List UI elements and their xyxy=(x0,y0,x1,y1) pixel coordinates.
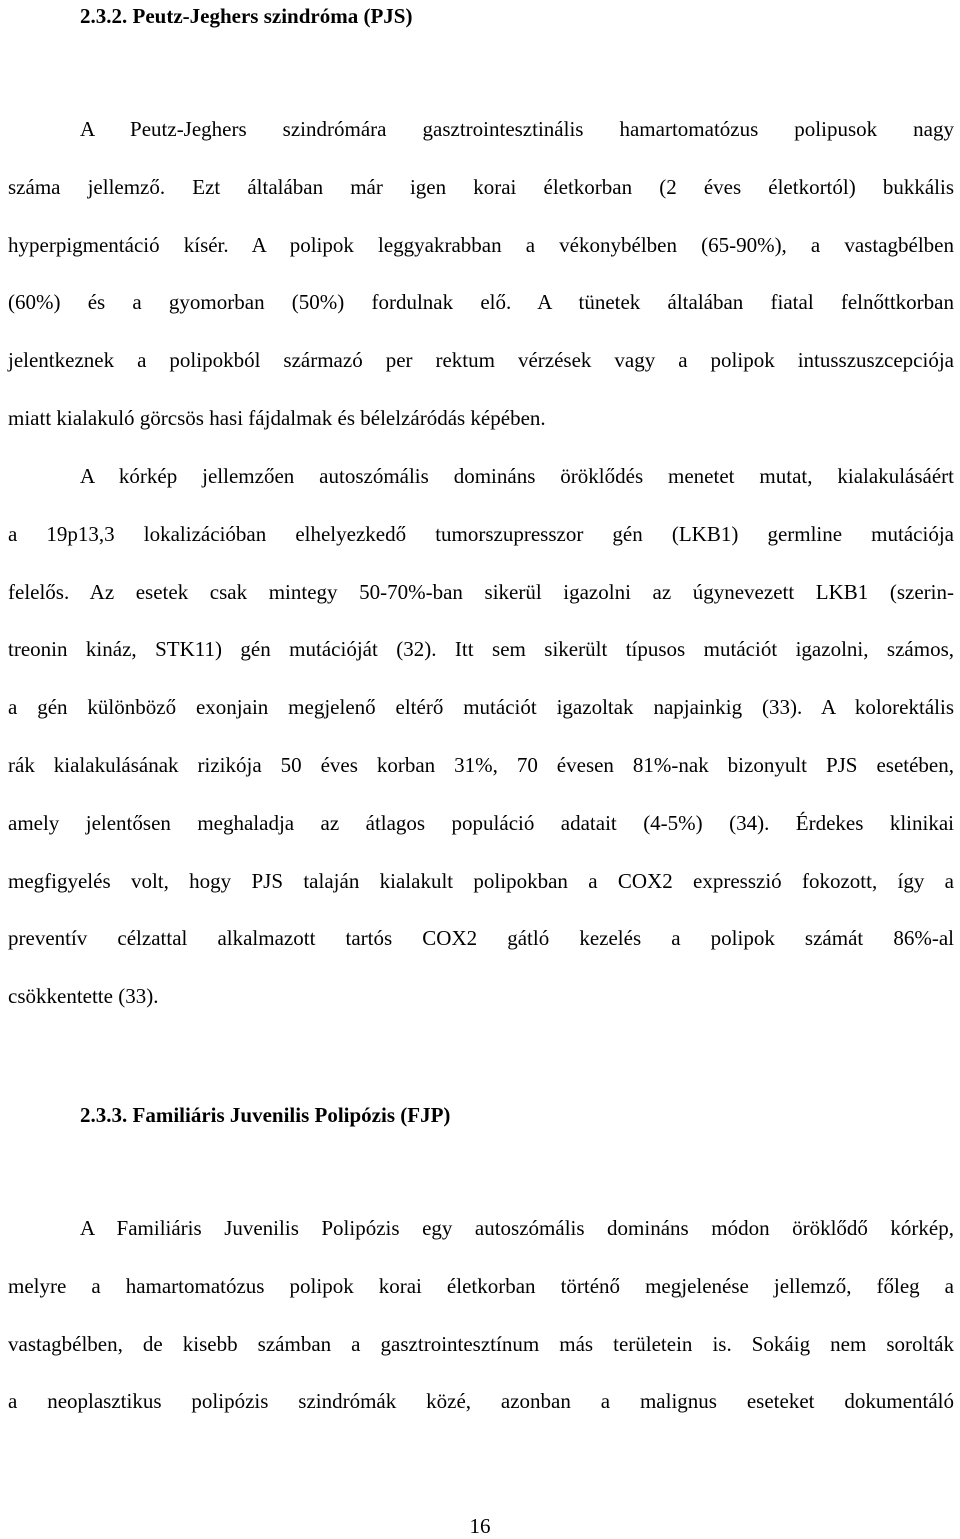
section-heading-pjs: 2.3.2. Peutz-Jeghers szindróma (PJS) xyxy=(80,4,413,28)
text-line: treonin kináz, STK11) gén mutációját (32). Itt sem sikerült típusos mutációt igazolni, számos, xyxy=(8,637,954,662)
text-line: jelentkeznek a polipokból származó per rektum vérzések vagy a polipok intusszuszcepciója xyxy=(8,348,954,373)
paragraph-pjs-overview xyxy=(8,101,954,448)
text-line: A Familiáris Juvenilis Polipózis egy autoszómális domináns módon öröklődő kórkép, xyxy=(80,1216,954,1240)
text-line: megfigyelés volt, hogy PJS talaján kialakult polipokban a COX2 expresszió fokozott, így a xyxy=(8,868,954,893)
text-line: A kórkép jellemzően autoszómális domináns öröklődés menetet mutat, kialakulásáért xyxy=(80,464,954,488)
text-line: vastagbélben, de kisebb számban a gasztrointesztínum más területein is. Sokáig nem sorolták xyxy=(8,1331,954,1356)
text-line: hyperpigmentáció kísér. A polipok leggyakrabban a vékonybélben (65-90%), a vastagbélben xyxy=(8,232,954,257)
text-line: miatt kialakuló görcsös hasi fájdalmak és bélelzáródás képében. xyxy=(8,405,546,430)
text-line: a 19p13,3 lokalizációban elhelyezkedő tumorszupresszor gén (LKB1) germline mutációja xyxy=(8,521,954,546)
text-line: rák kialakulásának rizikója 50 éves korban 31%, 70 évesen 81%-nak bizonyult PJS esetében, xyxy=(8,752,954,777)
text-line: csökkentette (33). xyxy=(8,984,159,1009)
text-line: (60%) és a gyomorban (50%) fordulnak elő. A tünetek általában fiatal felnőttkorban xyxy=(8,290,954,315)
text-line: száma jellemző. Ezt általában már igen korai életkorban (2 éves életkortól) bukkális xyxy=(8,174,954,199)
page-number: 16 xyxy=(469,1514,491,1538)
text-line: a gén különböző exonjain megjelenő eltérő mutációt igazoltak napjainkig (33). A kolorektális xyxy=(8,695,954,720)
text-line: amely jelentősen meghaladja az átlagos populáció adatait (4-5%) (34). Érdekes klinikai xyxy=(8,810,954,835)
section-heading-fjp: 2.3.3. Familiáris Juvenilis Polipózis (FJP) xyxy=(80,1103,451,1127)
text-line: a neoplasztikus polipózis szindrómák közé, azonban a malignus eseteket dokumentáló xyxy=(8,1389,954,1414)
text-line: preventív célzattal alkalmazott tartós COX2 gátló kezelés a polipok számát 86%-al xyxy=(8,926,954,951)
paragraph-pjs-genetics xyxy=(8,448,954,1026)
paragraph-fjp-overview xyxy=(8,1200,954,1431)
text-line: melyre a hamartomatózus polipok korai életkorban történő megjelenése jellemző, főleg a xyxy=(8,1273,954,1298)
text-line: A Peutz-Jeghers szindrómára gasztrointesztinális hamartomatózus polipusok nagy xyxy=(80,117,954,141)
text-line: felelős. Az esetek csak mintegy 50-70%-ban sikerül igazolni az úgynevezett LKB1 (szerin- xyxy=(8,579,954,604)
